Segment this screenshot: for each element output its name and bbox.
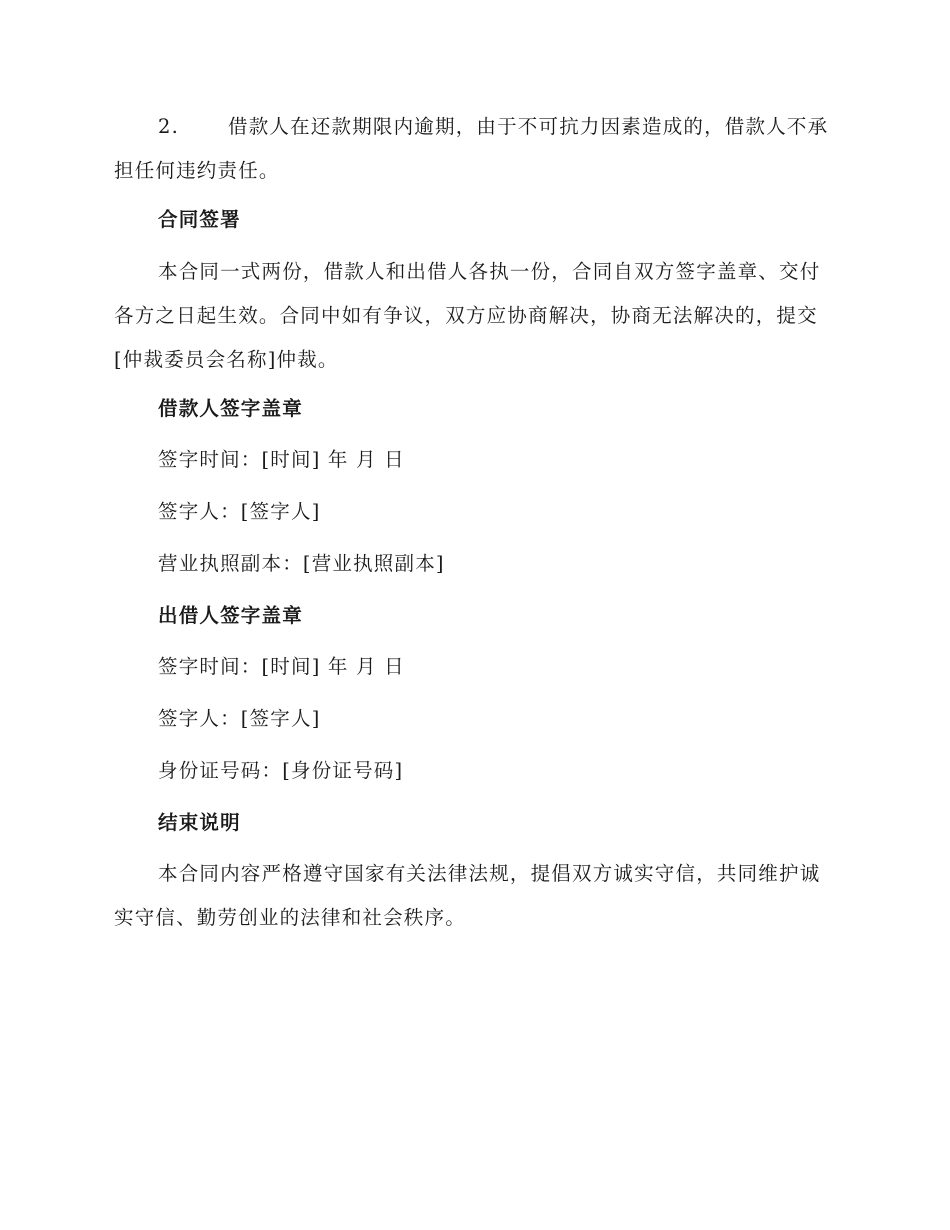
lender-sign-time: 签字时间：[时间] 年 月 日 [158, 655, 405, 678]
clause-2-number: 2. [158, 115, 180, 138]
borrower-signer: 签字人：[签字人] [158, 500, 321, 523]
lender-id-number: 身份证号码：[身份证号码] [158, 759, 404, 782]
lender-section-heading: 出借人签字盖章 [158, 604, 303, 627]
signing-section-text: 本合同一式两份，借款人和出借人各执一份，合同自双方签字盖章、交付各方之日起生效。合同中如有争议，双方应协商解决，协商无法解决的，提交[仲裁委员会名称]仲裁。 [114, 260, 821, 371]
closing-section-text: 本合同内容严格遵守国家有关法律法规，提倡双方诚实守信，共同维护诚实守信、勤劳创业的法律和社会秩序。 [114, 862, 821, 929]
closing-section-heading: 结束说明 [158, 811, 241, 834]
signing-section-heading: 合同签署 [158, 208, 241, 231]
closing-section-body [114, 852, 830, 940]
signing-section-body [114, 250, 830, 382]
borrower-section-heading: 借款人签字盖章 [158, 397, 303, 420]
borrower-sign-time: 签字时间：[时间] 年 月 日 [158, 448, 405, 471]
lender-signer: 签字人：[签字人] [158, 707, 321, 730]
clause-2 [114, 105, 830, 193]
clause-2-text: 借款人在还款期限内逾期，由于不可抗力因素造成的，借款人不承担任何违约责任。 [114, 115, 829, 182]
borrower-license: 营业执照副本：[营业执照副本] [158, 552, 445, 575]
